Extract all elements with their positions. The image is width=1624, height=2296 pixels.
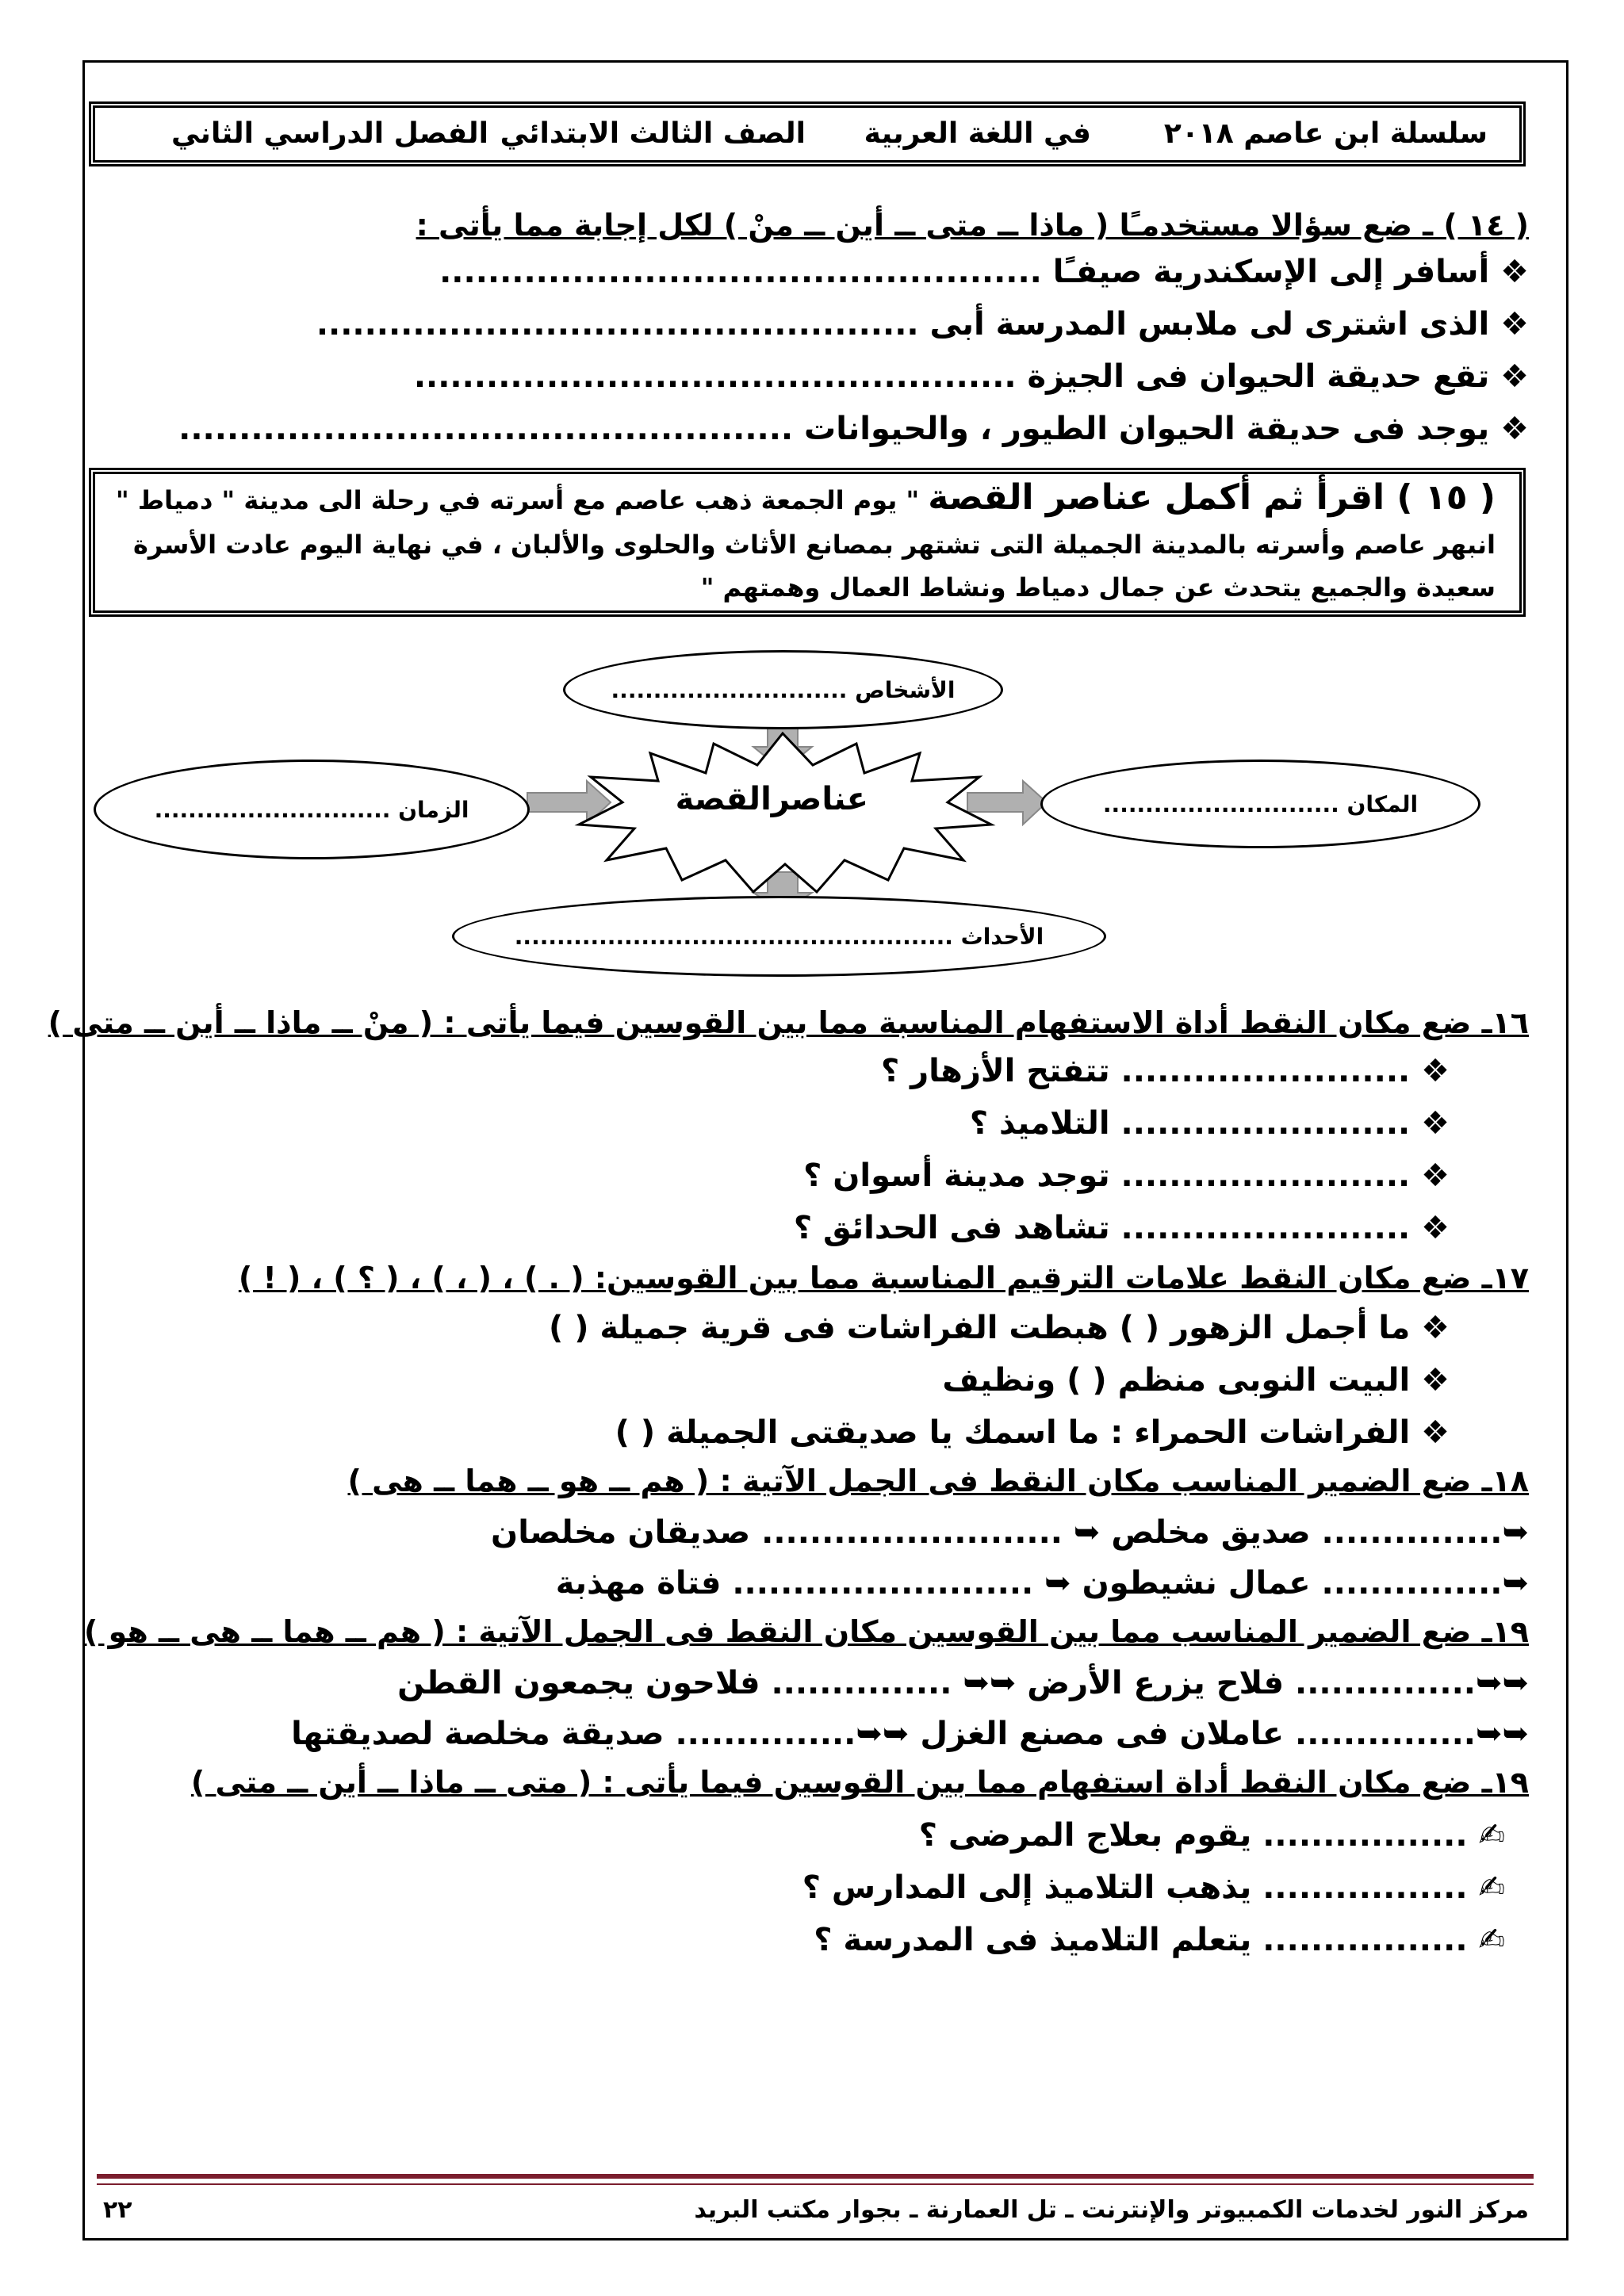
footer-rule-thin xyxy=(97,2183,1534,2185)
q17-title: ١٧ـ ضع مكان النقط علامات الترقيم المناسبة مما بين القوسين: ( . ) ، ( ، ) ، ( ؟ ) ، ( ! ) xyxy=(238,1261,1529,1295)
q19a-item-2: ➥➥............... عاملان فى مصنع الغزل ➥➥............... صديقة مخلصة لصديقتها xyxy=(291,1716,1529,1752)
story-text-1: " يوم الجمعة ذهب عاصم مع أسرته في رحلة الى مدينة " دمياط " xyxy=(116,485,920,515)
q17-item-1: ❖ ما أجمل الزهور ( ) هبطت الفراشات فى قرية جميلة ( ) xyxy=(549,1310,1450,1346)
q18-item-2: ➥............... عمال نشيطون ➥ ......................... فتاة مهذبة xyxy=(555,1565,1529,1601)
q14-item-4: ❖ يوجد فى حديقة الحيوان الطيور ، والحيوانات ................................................... xyxy=(178,411,1529,447)
header-series: سلسلة ابن عاصم ٢٠١٨ xyxy=(1163,117,1488,150)
footer-rule-thick xyxy=(97,2174,1534,2179)
oval-events: الأحداث .................................................... xyxy=(452,896,1106,977)
q16-item-3: ❖ ........................ توجد مدينة أسوان ؟ xyxy=(803,1158,1450,1194)
q14-item-1: ❖ أسافر إلى الإسكندرية صيفـًا .................................................. xyxy=(439,254,1529,290)
q14-item-3: ❖ تقع حديقة الحيوان فى الجيزة .................................................. xyxy=(413,358,1529,395)
q16-item-2: ❖ ........................ التلاميذ ؟ xyxy=(969,1105,1450,1142)
diagram-center-label: عناصرالقصة xyxy=(675,781,868,817)
q19b-item-3: ✍ ................. يتعلم التلاميذ فى المدرسة ؟ xyxy=(814,1922,1505,1958)
q15-title: ( ١٥ ) اقرأ ثم أكمل عناصر القصة xyxy=(928,477,1496,518)
header-term: الفصل الدراسي الثاني xyxy=(171,117,488,150)
q16-title: ١٦ـ ضع مكان النقط أداة الاستفهام المناسبة مما بين القوسين فيما يأتى : ( منْ ــ ماذا ــ أين ــ متى ) xyxy=(48,1005,1529,1040)
q18-item-1: ➥............... صديق مخلص ➥ ......................... صديقان مخلصان xyxy=(491,1514,1529,1551)
footer-center-name: مركز النور لخدمات الكمبيوتر والإنترنت ـ تل العمارنة ـ بجوار مكتب البريد xyxy=(694,2196,1529,2224)
q16-item-4: ❖ ........................ تشاهد فى الحدائق ؟ xyxy=(793,1210,1450,1246)
q14-item-2: ❖ الذى اشترى لى ملابس المدرسة أبى .................................................. xyxy=(316,306,1529,342)
q19b-item-2: ✍ ................. يذهب التلاميذ إلى المدارس ؟ xyxy=(802,1869,1505,1906)
header-subject: في اللغة العربية xyxy=(864,117,1091,150)
oval-place: المكان ............................ xyxy=(1040,760,1480,848)
header-grade: الصف الثالث الابتدائي xyxy=(500,117,806,150)
story-line-3: سعيدة والجميع يتحدث عن جمال دمياط ونشاط العمال وهمتهم " xyxy=(700,572,1496,603)
q17-item-3: ❖ الفراشات الحمراء : ما اسمك يا صديقتى الجميلة ( ) xyxy=(615,1414,1450,1451)
q19b-item-1: ✍ ................. يقوم بعلاج المرضى ؟ xyxy=(918,1817,1505,1854)
q19a-item-1: ➥➥............... فلاح يزرع الأرض ➥➥ ............... فلاحون يجمعون القطن xyxy=(397,1665,1529,1701)
q19b-title: ١٩ـ ضع مكان النقط أداة استفهام مما بين القوسين فيما يأتى : ( متى ــ ماذا ــ أين ــ متى ) xyxy=(190,1765,1529,1800)
story-line-2: انبهر عاصم وأسرته بالمدينة الجميلة التى تشتهر بمصانع الأثاث والحلوى والألبان ، في نهاية اليوم عادت الأسرة xyxy=(133,530,1496,560)
footer-page-number: ٢٢ xyxy=(103,2196,132,2224)
q14-title: ( ١٤ ) ـ ضع سؤالا مستخدمـًا ( ماذا ــ متى ــ أين ــ منْ ) لكل إجابة مما يأتى : xyxy=(416,208,1529,243)
q17-item-2: ❖ البيت النوبى منظم ( ) ونظيف xyxy=(942,1362,1450,1399)
oval-time: الزمان ............................ xyxy=(94,760,530,859)
q19a-title: ١٩ـ ضع الضمير المناسب مما بين القوسين مكان النقط فى الجمل الآتية : ( هم ــ هما ــ هى ــ هو ) xyxy=(84,1614,1529,1649)
q16-item-1: ❖ ........................ تتفتح الأزهار ؟ xyxy=(880,1053,1450,1089)
q18-title: ١٨ـ ضع الضمير المناسب مكان النقط فى الجمل الآتية : ( هم ــ هو ــ هما ــ هى ) xyxy=(347,1464,1529,1498)
oval-people: الأشخاص ............................ xyxy=(563,650,1003,729)
